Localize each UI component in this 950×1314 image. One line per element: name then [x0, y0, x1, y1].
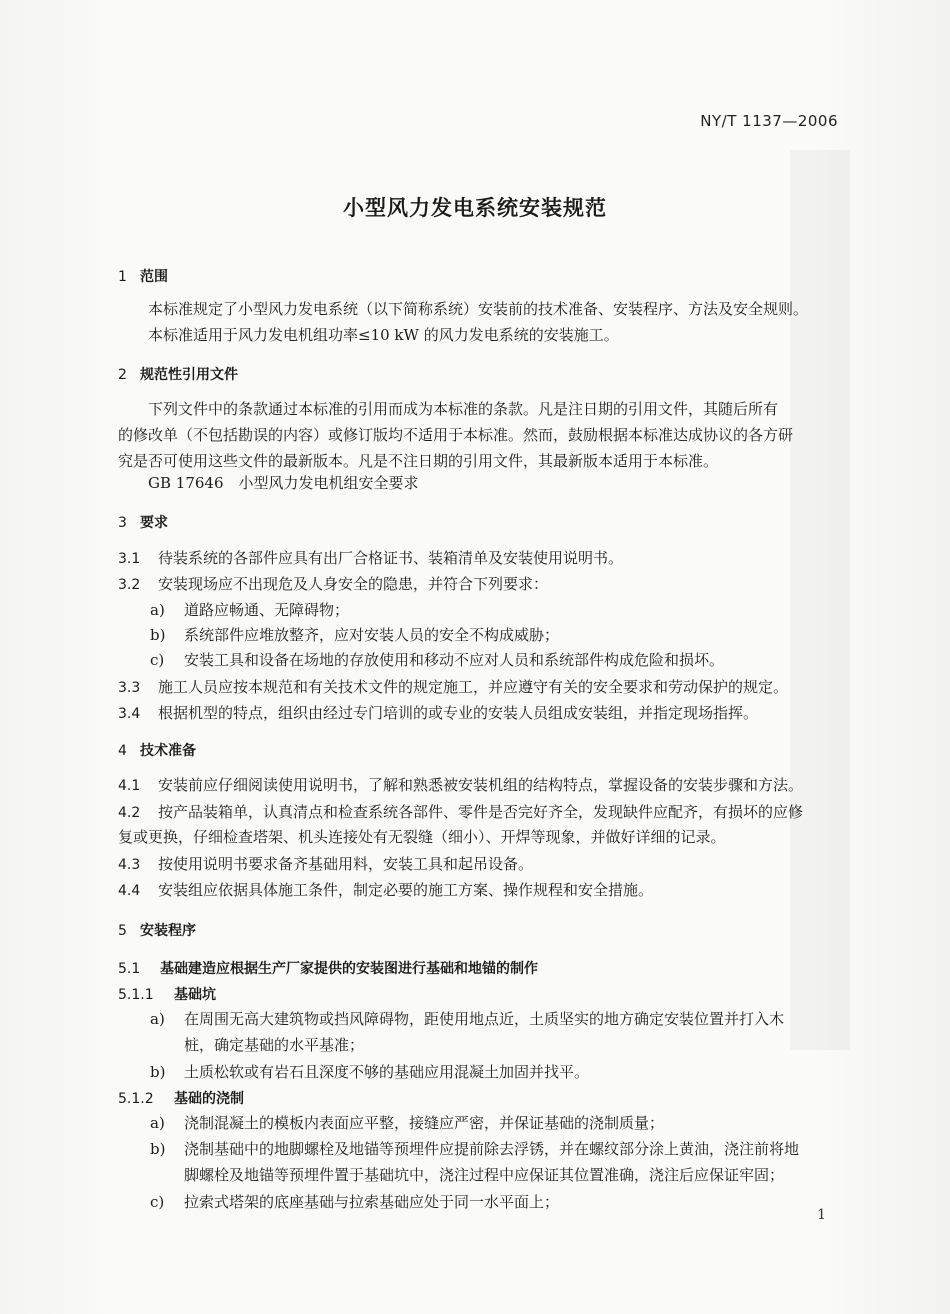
section-title: 规范性引用文件: [140, 367, 238, 383]
paragraph-line: 的修改单（不包括勘误的内容）或修订版均不适用于本标准。然而，鼓励根据本标准达成协议的各方研: [118, 426, 794, 444]
section-heading-5: 5 安装程序: [118, 923, 196, 939]
clause-3-1: 3.1 待装系统的各部件应具有出厂合格证书、装箱清单及安装使用说明书。: [118, 549, 624, 567]
list-item: a) 浇制混凝土的模板内表面应平整，接缝应严密，并保证基础的浇制质量；: [150, 1114, 665, 1132]
clause-3-4: 3.4 根据机型的特点，组织由经过专门培训的或专业的安装人员组成安装组，并指定现场指挥。: [118, 704, 759, 722]
section-heading-4: 4 技术准备: [118, 743, 196, 759]
clause-3-3: 3.3 施工人员应按本规范和有关技术文件的规定施工，并应遵守有关的安全要求和劳动保护的规定。: [118, 678, 789, 696]
paragraph: 本标准适用于风力发电机组功率≤10 kW 的风力发电系统的安装施工。: [148, 326, 619, 344]
list-item: b) 土质松软或有岩石且深度不够的基础应用混凝土加固并找平。: [150, 1063, 590, 1081]
list-item-continued: 桩，确定基础的水平基准；: [184, 1036, 365, 1054]
page-number: 1: [817, 1207, 826, 1223]
list-item: c) 拉索式塔架的底座基础与拉索基础应处于同一水平面上；: [150, 1193, 560, 1211]
section-title: 要求: [140, 515, 168, 531]
list-item: a) 道路应畅通、无障碍物；: [150, 601, 350, 619]
paragraph-line: 究是否可使用这些文件的最新版本。凡是不注日期的引用文件，其最新版本适用于本标准。: [118, 452, 719, 470]
standard-code: NY/T 1137—2006: [700, 112, 838, 130]
subsection-heading-5-1-1: 5.1.1 基础坑: [118, 987, 216, 1003]
section-heading-3: 3 要求: [118, 515, 168, 531]
section-heading-1: 1 范围: [118, 269, 168, 285]
clause-4-4: 4.4 安装组应依据具体施工条件，制定必要的施工方案、操作规程和安全措施。: [118, 881, 654, 899]
list-item: a) 在周围无高大建筑物或挡风障碍物，距使用地点近，土质坚实的地方确定安装位置并打入木: [150, 1010, 785, 1028]
clause-4-2: 4.2 按产品装箱单，认真清点和检查系统各部件、零件是否完好齐全，发现缺件应配齐，有损坏的应修: [118, 803, 804, 821]
paragraph-line: 下列文件中的条款通过本标准的引用而成为本标准的条款。凡是注日期的引用文件，其随后所有: [148, 400, 779, 418]
normative-reference: GB 17646 小型风力发电机组安全要求: [148, 474, 419, 492]
list-item: b) 浇制基础中的地脚螺栓及地锚等预埋件应提前除去浮锈，并在螺纹部分涂上黄油，浇注前将地: [150, 1140, 800, 1158]
clause-4-1: 4.1 安装前应仔细阅读使用说明书，了解和熟悉被安装机组的结构特点，掌握设备的安装步骤和方法。: [118, 776, 804, 794]
paragraph: 本标准规定了小型风力发电系统（以下简称系统）安装前的技术准备、安装程序、方法及安全规则。: [148, 300, 809, 318]
section-heading-2: 2 规范性引用文件: [118, 367, 238, 383]
document-title: 小型风力发电系统安装规范: [343, 196, 607, 220]
list-item: b) 系统部件应堆放整齐，应对安装人员的安全不构成威胁；: [150, 626, 560, 644]
list-item-continued: 脚螺栓及地锚等预埋件置于基础坑中，浇注过程中应保证其位置准确，浇注后应保证牢固；: [184, 1166, 785, 1184]
list-item: c) 安装工具和设备在场地的存放使用和移动不应对人员和系统部件构成危险和损坏。: [150, 651, 725, 669]
section-title: 范围: [140, 269, 168, 285]
section-title: 安装程序: [140, 923, 196, 939]
clause-4-2-continued: 复或更换，仔细检查塔架、机头连接处有无裂缝（细小）、开焊等现象，并做好详细的记录。: [118, 828, 726, 846]
clause-4-3: 4.3 按使用说明书要求备齐基础用料，安装工具和起吊设备。: [118, 855, 534, 873]
subsection-heading-5-1-2: 5.1.2 基础的浇制: [118, 1091, 244, 1107]
subsection-heading-5-1: 5.1 基础建造应根据生产厂家提供的安装图进行基础和地锚的制作: [118, 961, 538, 977]
section-title: 技术准备: [140, 743, 196, 759]
clause-3-2: 3.2 安装现场应不出现危及人身安全的隐患，并符合下列要求：: [118, 575, 549, 593]
